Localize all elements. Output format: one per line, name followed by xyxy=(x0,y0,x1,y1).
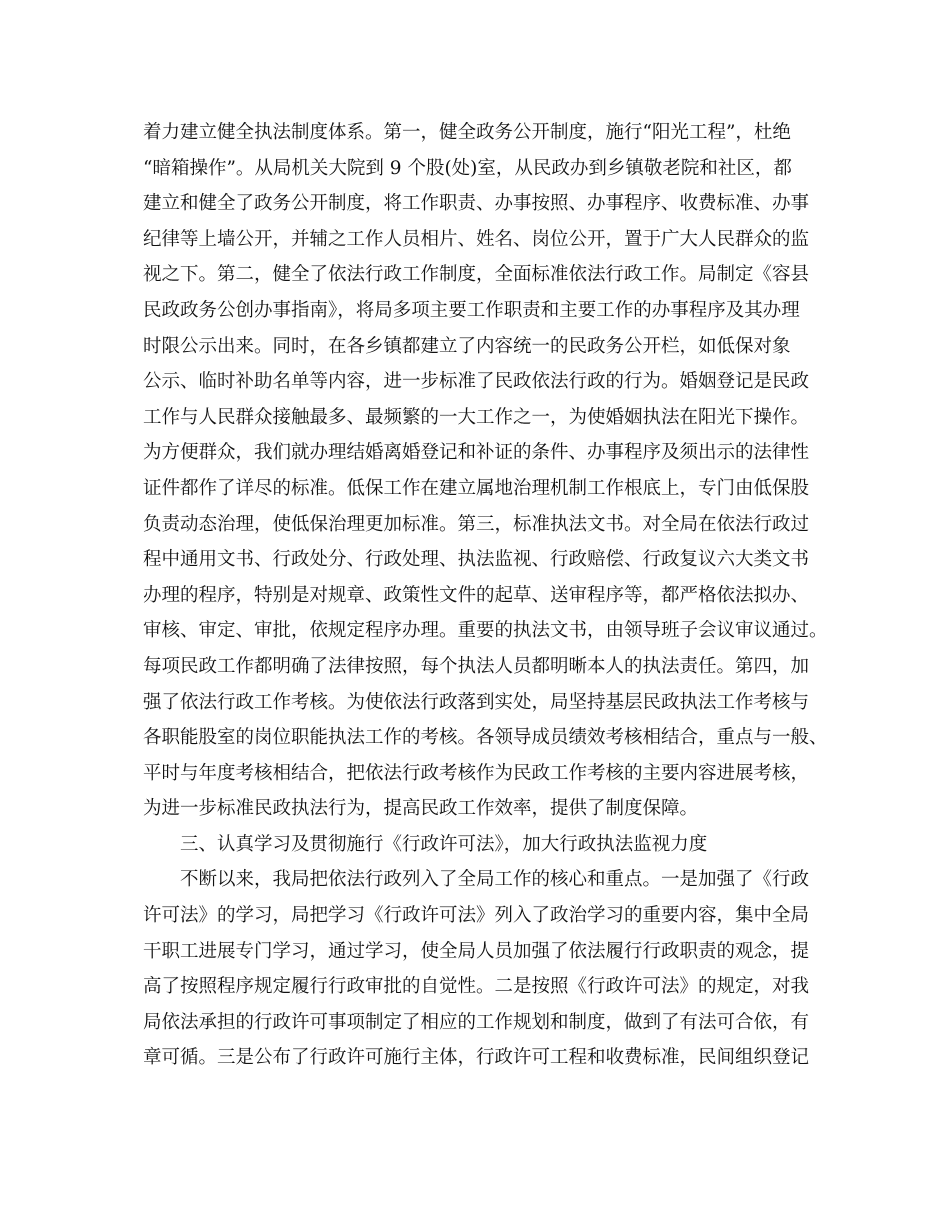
paragraph-line: 每项民政工作都明确了法律按照，每个执法人员都明晰本人的执法责任。第四，加 xyxy=(143,655,810,677)
paragraph-line: 程中通用文书、行政处分、行政处理、执法监视、行政赔偿、行政复议六大类文书 xyxy=(143,549,810,571)
paragraph-line: 负责动态治理，使低保治理更加标准。第三，标准执法文书。对全局在依法行政过 xyxy=(143,513,810,535)
paragraph-line: 为方便群众，我们就办理结婚离婚登记和补证的条件、办事程序及须出示的法律性 xyxy=(143,442,810,464)
paragraph-line: 审核、审定、审批，依规定程序办理。重要的执法文书，由领导班子会议审议通过。 xyxy=(143,620,828,642)
paragraph-line: 许可法》的学习，局把学习《行政许可法》列入了政治学习的重要内容，集中全局 xyxy=(143,905,810,927)
paragraph-line: 为进一步标准民政执法行为，提高民政工作效率，提供了制度保障。 xyxy=(143,798,699,820)
paragraph-line: 强了依法行政工作考核。为使依法行政落到实处，局坚持基层民政执法工作考核与 xyxy=(143,691,810,713)
paragraph-line: 证件都作了详尽的标准。低保工作在建立属地治理机制工作根底上，专门由低保股 xyxy=(143,477,810,499)
paragraph-line: 办理的程序，特别是对规章、政策性文件的起草、送审程序等，都严格依法拟办、 xyxy=(143,584,810,606)
paragraph-line: 公示、临时补助名单等内容，进一步标准了民政依法行政的行为。婚姻登记是民政 xyxy=(143,371,810,393)
paragraph-line: 建立和健全了政务公开制度，将工作职责、办事按照、办事程序、收费标准、办事 xyxy=(143,193,810,215)
paragraph-line: 局依法承担的行政许可事项制定了相应的工作规划和制度，做到了有法可合依，有 xyxy=(143,1011,810,1033)
paragraph-line: 高了按照程序规定履行行政审批的自觉性。二是按照《行政许可法》的规定，对我 xyxy=(143,976,810,998)
paragraph-line: 视之下。第二，健全了依法行政工作制度，全面标准依法行政工作。局制定《容县 xyxy=(143,264,810,286)
paragraph-line: 着力建立健全执法制度体系。第一，健全政务公开制度，施行“阳光工程”，杜绝 xyxy=(143,122,791,143)
paragraph-line: 民政政务公创办事指南》，将局多项主要工作职责和主要工作的办事程序及其办理 xyxy=(143,299,800,321)
paragraph-line: 干职工进展专门学习，通过学习，使全局人员加强了依法履行行政职责的观念，提 xyxy=(143,940,810,962)
paragraph-line: 平时与年度考核相结合，把依法行政考核作为民政工作考核的主要内容进展考核， xyxy=(143,762,810,784)
paragraph-line: 时限公示出来。同时，在各乡镇都建立了内容统一的民政务公开栏，如低保对象 xyxy=(143,335,791,357)
paragraph-line: 各职能股室的岗位职能执法工作的考核。各领导成员绩效考核相结合，重点与一般、 xyxy=(143,727,828,749)
paragraph-line: 章可循。三是公布了行政许可施行主体，行政许可工程和收费标准，民间组织登记 xyxy=(143,1047,810,1069)
paragraph-line: 工作与人民群众接触最多、最频繁的一大工作之一，为使婚姻执法在阳光下操作。 xyxy=(143,406,810,428)
section-heading: 三、认真学习及贯彻施行《行政许可法》，加大行政执法监视力度 xyxy=(180,833,708,855)
paragraph-line: 纪律等上墙公开，并辅之工作人员相片、姓名、岗位公开，置于广大人民群众的监 xyxy=(143,228,810,250)
document-body xyxy=(143,115,843,1076)
paragraph-line: “暗箱操作”。从局机关大院到 9 个股(处)室，从民政办到乡镇敬老院和社区，都 xyxy=(143,157,792,179)
paragraph-line: 不断以来，我局把依法行政列入了全局工作的核心和重点。一是加强了《行政 xyxy=(180,869,810,891)
